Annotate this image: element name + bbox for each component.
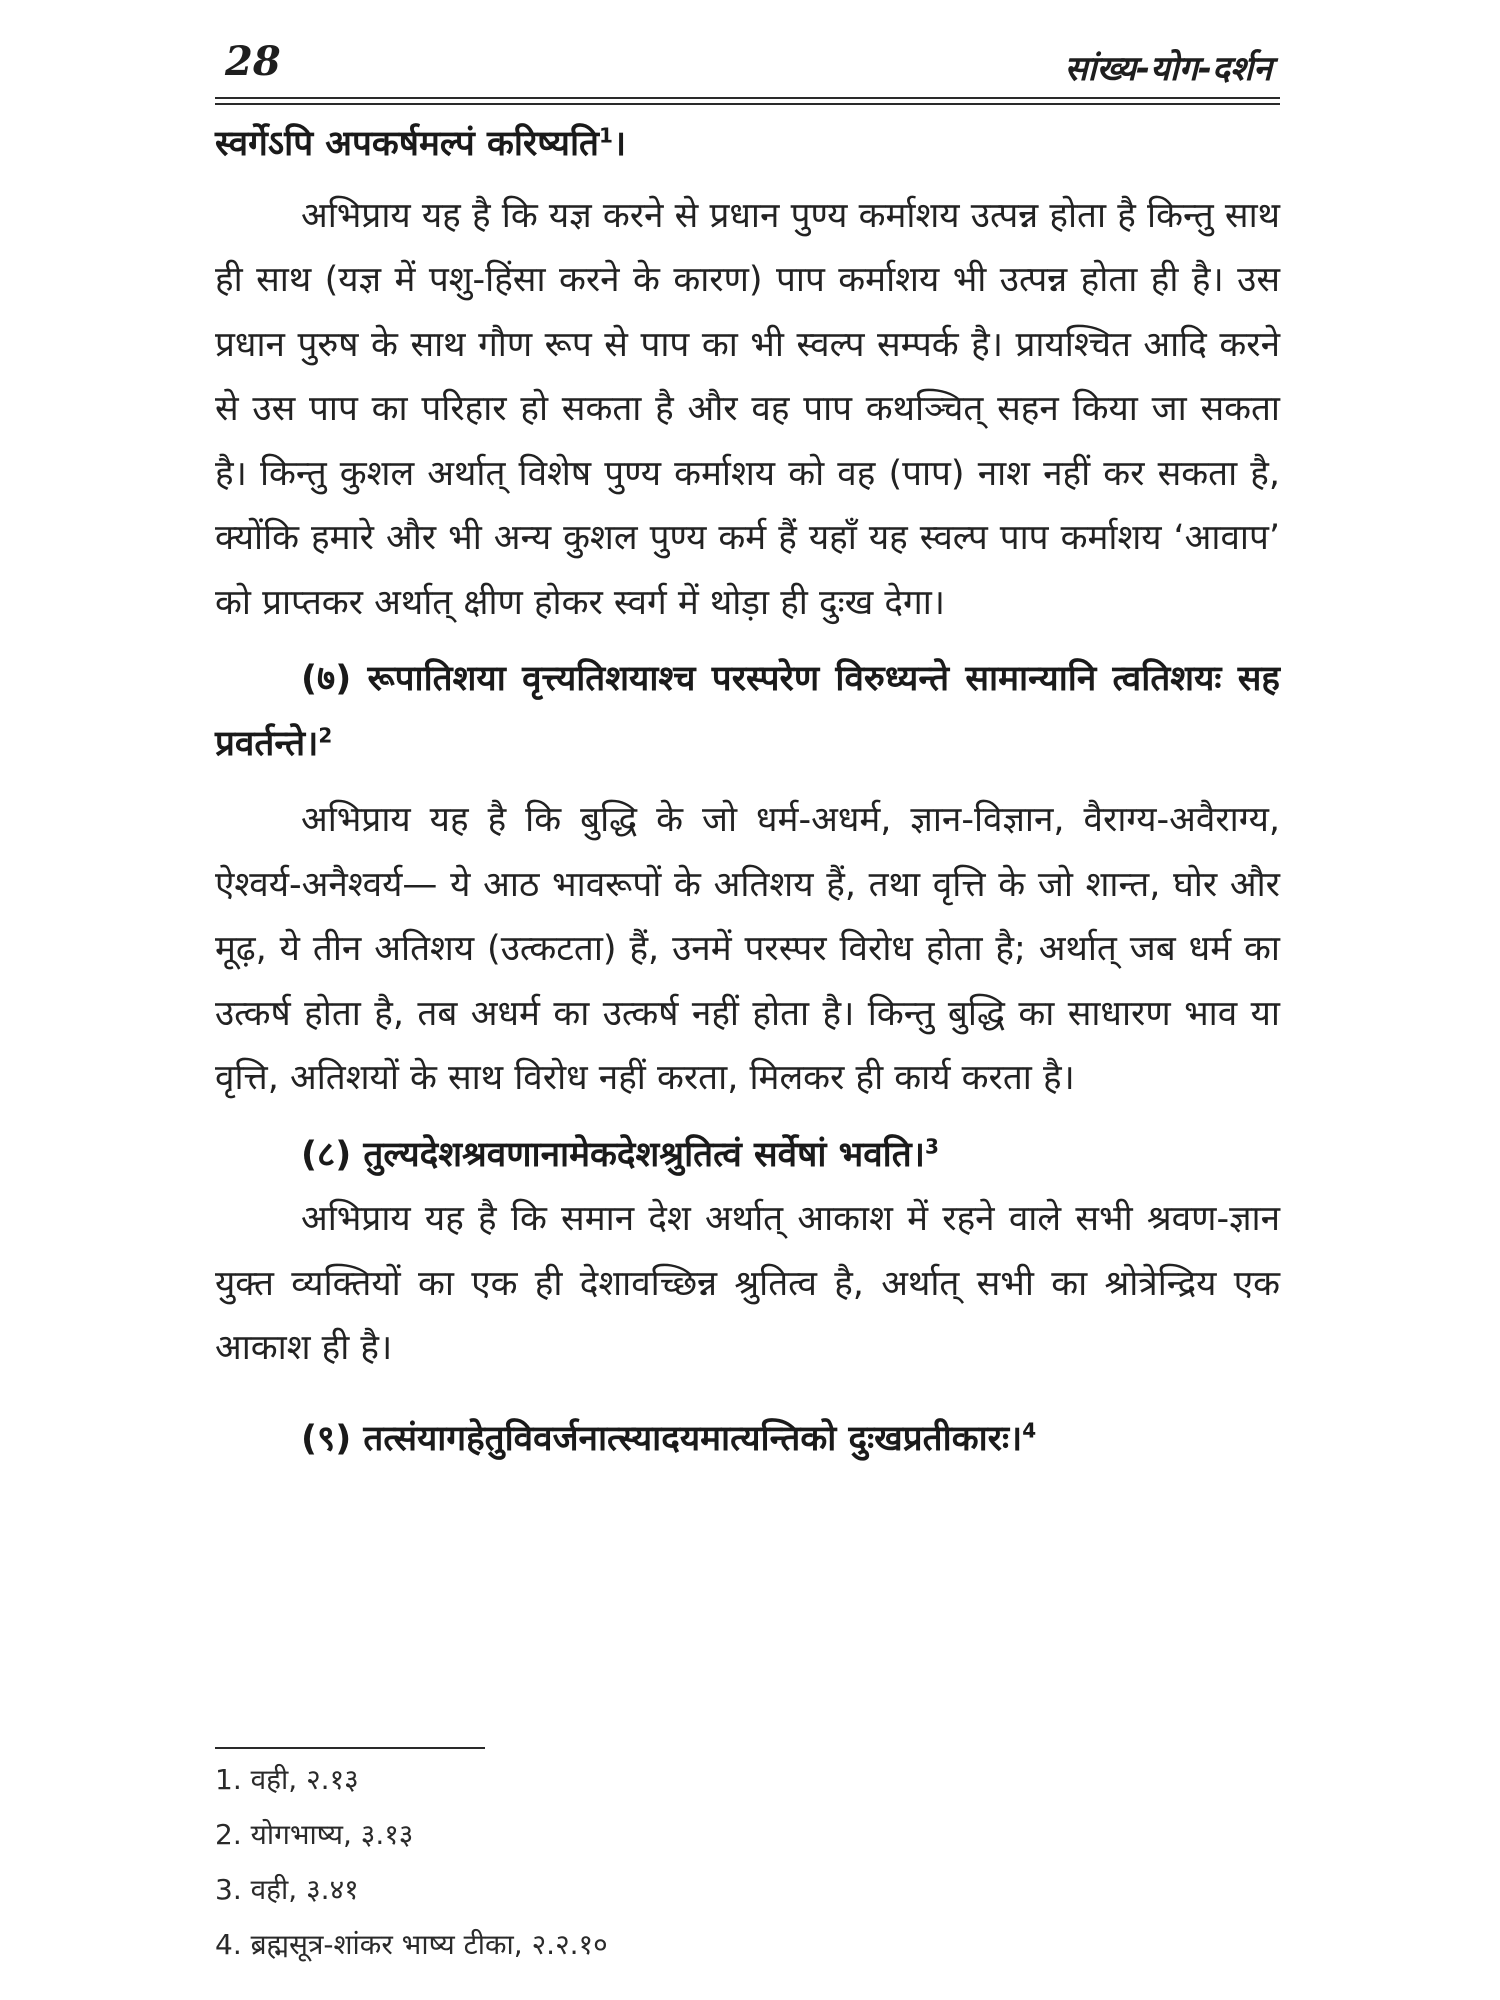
footnote-separator — [215, 1747, 485, 1749]
explanation-paragraph: अभिप्राय यह है कि समान देश अर्थात् आकाश में रहने वाले सभी श्रवण-ज्ञान युक्त व्यक्तियों का एक ही देशावच्छिन्न श्रुतित्व है, अर्थात् सभी का श्रोत्रेन्द्रिय एक आकाश ही है। — [215, 1199, 1280, 1368]
page-number: 28 — [225, 38, 281, 85]
footnote-marker: 2 — [318, 722, 333, 747]
running-title: सांख्य-योग-दर्शन — [1064, 49, 1272, 89]
footnote-marker: 3 — [924, 1133, 939, 1158]
footnote-marker: 1 — [599, 123, 613, 148]
footnote-2: 2. योगभाष्य, ३.१३ — [215, 1818, 414, 1851]
footnotes — [215, 1752, 1280, 1972]
page-header — [215, 30, 1280, 100]
footnote-3: 3. वही, ३.४१ — [215, 1873, 359, 1906]
quoted-sutra-continuation: स्वर्गेऽपि अपकर्षमल्पं करिष्यति$^1$। — [215, 123, 627, 164]
sutra-heading-8: (८) तुल्यदेशश्रवणानामेकदेशश्रुतित्वं सर्वेषां भवति।$^3$ — [301, 1133, 939, 1175]
page-body — [215, 112, 1280, 1471]
explanation-paragraph: अभिप्राय यह है कि यज्ञ करने से प्रधान पुण्य कर्माशय उत्पन्न होता है किन्तु साथ ही साथ (यज्ञ में पशु-हिंसा करने के कारण) पाप कर्माशय भी उत्पन्न होता ही है। उस प्रधान पुरुष के साथ गौण रूप से पाप का भी स्वल्प सम्पर्क है। प्रायश्चित आदि करने से उस पाप का परिहार हो सकता है और वह पाप कथञ्चित् सहन किया जा सकता है। किन्तु कुशल अर्थात् विशेष पुण्य कर्माशय को वह (पाप) नाश नहीं कर सकता है, क्योंकि हमारे और भी अन्य कुशल पुण्य कर्म हैं यहाँ यह स्वल्प पाप कर्माशय ‘आवाप’ को प्राप्तकर अर्थात् क्षीण होकर स्वर्ग में थोड़ा ही दुःख देगा। — [215, 195, 1280, 623]
footnote-1: 1. वही, २.१३ — [215, 1763, 359, 1796]
sutra-heading-9: (९) तत्संयागहेतुविवर्जनात्स्यादयमात्यन्तिको दुःखप्रतीकारः।$^4$ — [301, 1417, 1037, 1459]
sutra-heading-7: (७) रूपातिशया वृत्त्यतिशयाश्च परस्परेण विरुध्यन्ते सामान्यानि त्वतिशयः सह प्रवर्तन्ते।$^2$ — [215, 659, 1280, 764]
footnote-marker: 4 — [1022, 1417, 1037, 1442]
header-rule-bottom — [215, 103, 1280, 105]
header-rule-top — [215, 97, 1280, 99]
explanation-paragraph: अभिप्राय यह है कि बुद्धि के जो धर्म-अधर्म, ज्ञान-विज्ञान, वैराग्य-अवैराग्य, ऐश्वर्य-अनैश्वर्य— ये आठ भावरूपों के अतिशय हैं, तथा वृत्ति के जो शान्त, घोर और मूढ़, ये तीन अतिशय (उत्कटता) हैं, उनमें परस्पर विरोध होता है; अर्थात् जब धर्म का उत्कर्ष होता है, तब अधर्म का उत्कर्ष नहीं होता है। किन्तु बुद्धि का साधारण भाव या वृत्ति, अतिशयों के साथ विरोध नहीं करता, मिलकर ही कार्य करता है। — [215, 800, 1280, 1098]
footnote-4: 4. ब्रह्मसूत्र-शांकर भाष्य टीका, २.२.१० — [215, 1928, 608, 1961]
